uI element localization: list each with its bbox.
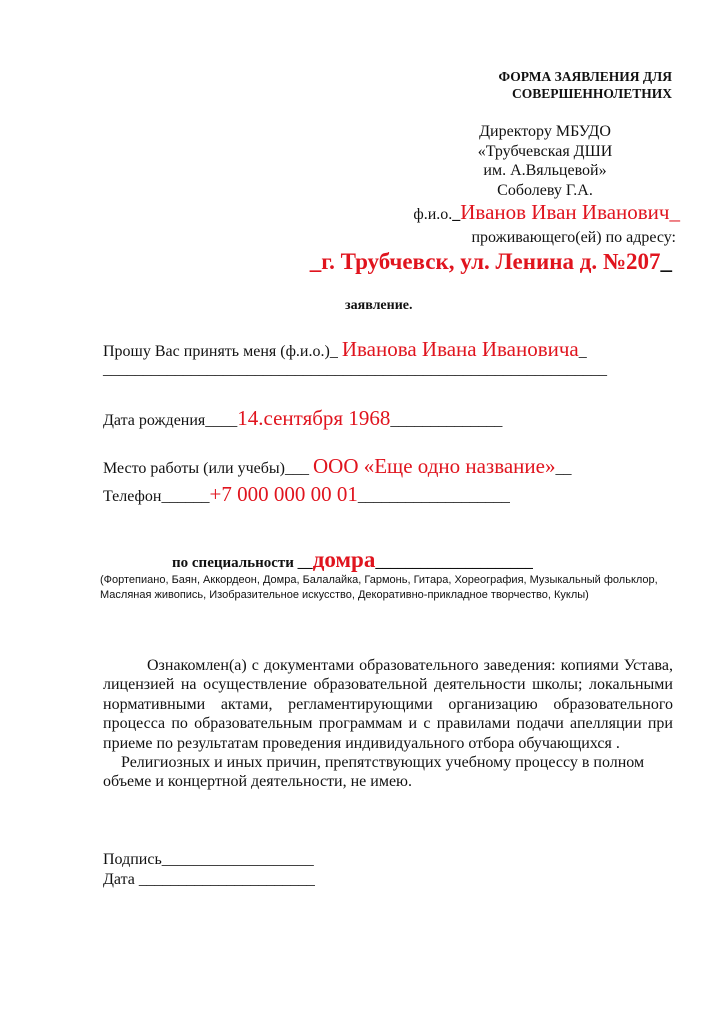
- workplace-field: [103, 454, 571, 479]
- birth-value[interactable]: 14.сентября 1968: [237, 406, 391, 430]
- address-prefix: _: [309, 249, 322, 274]
- specialty-label: по специальности __: [172, 555, 313, 571]
- work-label: Место работы (или учебы)___: [103, 460, 313, 477]
- signature-label: Подпись: [103, 851, 162, 868]
- specialty-options-hint: (Фортепиано, Баян, Аккордеон, Домра, Балалайка, Гармонь, Гитара, Хореография, Музыкальный фольклор, Масляная живопись, Изобразительное искусство, Декоративно-прикладное творчество, Куклы): [100, 574, 658, 601]
- address-suffix: _: [660, 249, 672, 274]
- request-field: [103, 337, 587, 362]
- fio-label: ф.и.о.: [413, 206, 453, 223]
- work-suffix: __: [555, 460, 572, 477]
- specialty-field: [172, 547, 533, 573]
- work-value[interactable]: ООО «Еще одно название»: [312, 454, 556, 478]
- residing-label: проживающего(ей) по адресу:: [471, 229, 676, 246]
- date-blank[interactable]: ______________________: [138, 871, 315, 888]
- phone-field: [103, 482, 510, 507]
- form-title-line-1: ФОРМА ЗАЯВЛЕНИЯ ДЛЯ: [498, 69, 672, 84]
- addressee-line: Соболеву Г.А.: [497, 181, 593, 199]
- form-title: [498, 68, 672, 102]
- specialty-suffix: _____________________: [375, 555, 533, 571]
- addressee-line: им. А.Вяльцевой»: [483, 162, 607, 179]
- addressee-line: «Трубчевская ДШИ: [477, 142, 613, 160]
- request-value[interactable]: Иванова Ивана Ивановича: [341, 337, 579, 361]
- signature-field: [103, 851, 314, 869]
- request-blank-rule: _______________________________________________________________: [103, 361, 607, 378]
- phone-suffix: ___________________: [357, 488, 510, 505]
- no-obstacles-text: Религиозных и иных причин, препятствующих учебному процессу в полном объеме и концертной деятельности, не имею.: [103, 754, 645, 791]
- applicant-fio-field: [413, 200, 680, 225]
- fio-value[interactable]: Иванов Иван Иванович: [460, 200, 670, 224]
- address-field: [310, 249, 672, 275]
- phone-value[interactable]: +7 000 000 00 01: [209, 482, 358, 506]
- signature-blank[interactable]: ___________________: [161, 851, 314, 868]
- specialty-value[interactable]: домра: [312, 547, 376, 572]
- address-value[interactable]: г. Трубчевск, ул. Ленина д. №207: [321, 249, 661, 274]
- birth-label: Дата рождения____: [103, 412, 238, 429]
- request-suffix: _: [578, 343, 587, 360]
- request-label: Прошу Вас принять меня (ф.и.о.)_: [103, 343, 342, 360]
- fio-suffix: _: [669, 200, 680, 224]
- date-field: [103, 871, 315, 889]
- birth-date-field: [103, 406, 502, 431]
- addressee-line: Директору МБУДО: [479, 123, 611, 140]
- acknowledgement-text: Ознакомлен(а) с документами образовательного заведения: копиями Устава, лицензией на осуществление образовательной деятельности школы; локальными нормативными актами, регламентирующими организацию образовательного процесса по образовательным программам и с правилами подачи апелляции при приеме по результатам проведения индивидуального отбора обучающихся .: [103, 657, 673, 752]
- form-title-line-2: СОВЕРШЕННОЛЕТНИХ: [512, 86, 672, 101]
- date-label: Дата: [103, 871, 139, 888]
- birth-suffix: ______________: [390, 412, 503, 429]
- statement-title: заявление.: [345, 298, 413, 313]
- addressee-block: [420, 122, 670, 200]
- fio-prefix: _: [452, 206, 461, 223]
- phone-label: Телефон______: [103, 488, 210, 505]
- acknowledgement-section: [103, 656, 673, 792]
